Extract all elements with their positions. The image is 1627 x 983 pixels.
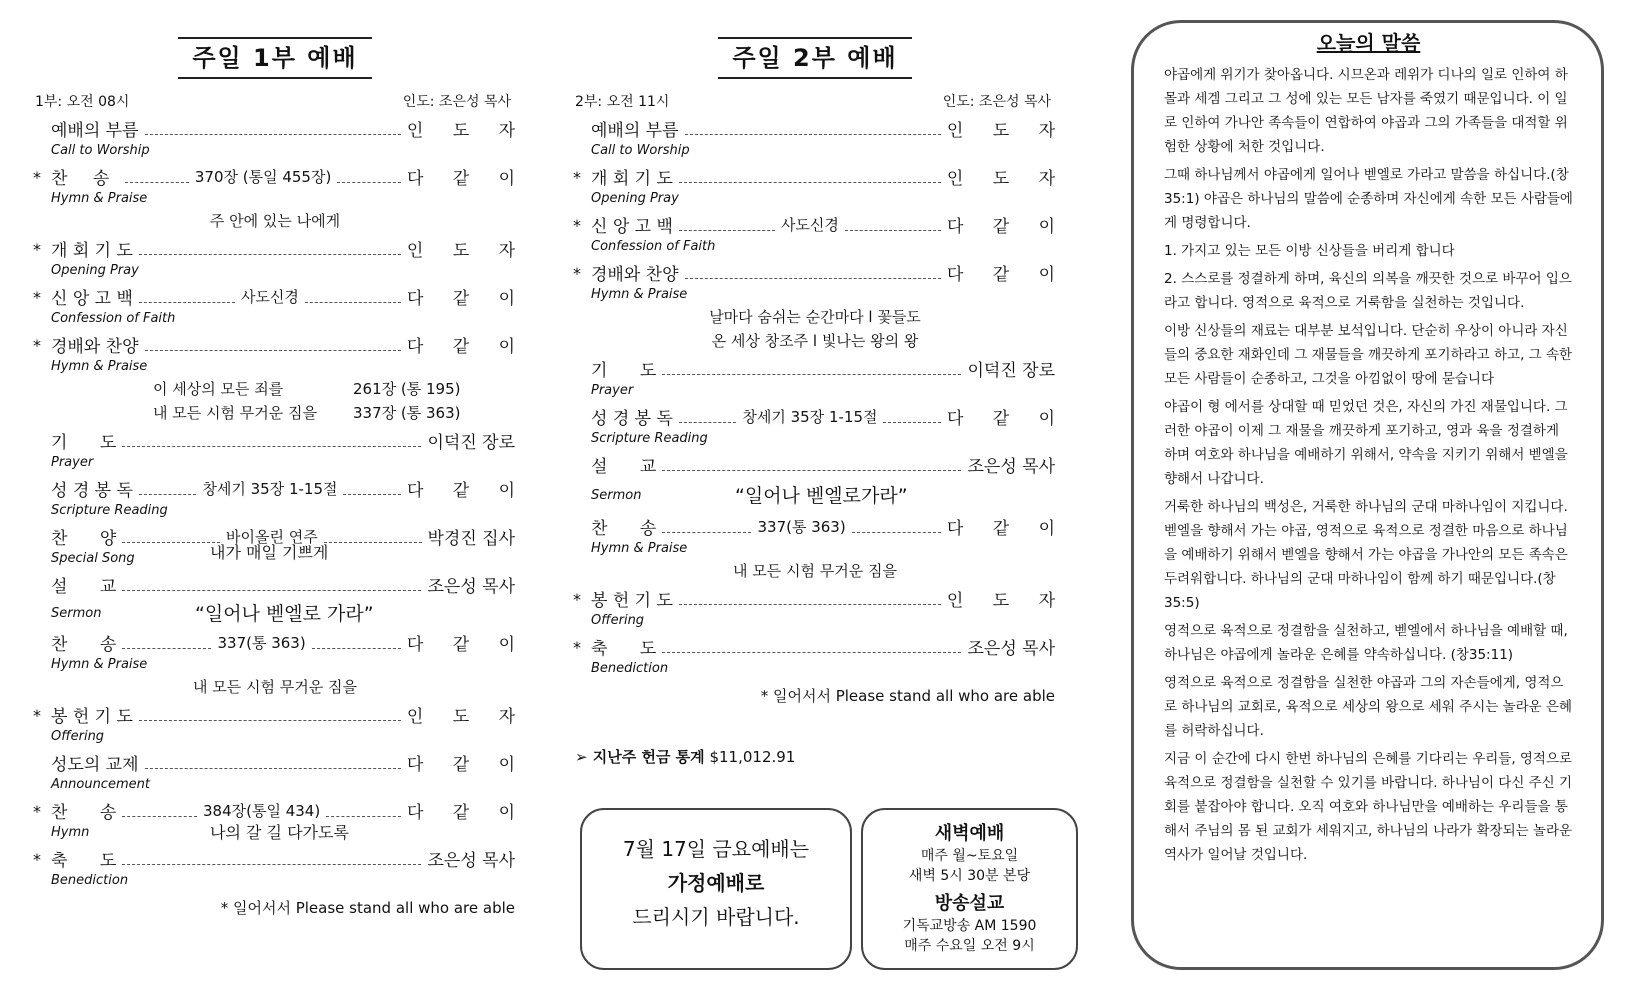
service2-subheader	[575, 91, 1055, 113]
service2-title: 주일 2부 예배	[718, 37, 911, 79]
service1-order: 주일 1부 예배 1부: 오전 08시 인도: 조은성 목사 예배의 부름 인 도 자 Call to Worship * 찬 송 370장 (통일 455장) 다 같 이 Hymn & Praise 주 안에 있는 나에게 * 개 회 기 도 인 도 자 Opening Pray * 신 앙 고 백 사도신경 다 같 이 Confession of Faith * 경배와 찬양 다 같 이 Hymn & Praise 이 세상의 모든 죄를 261장 (통 195) 내 모든 시험 무거운 짐을 337장 (통 363) 기 도 이덕진 장로 Prayer 성 경 봉 독 창세기 35장 1-15절 다 같 이 Scripture Reading 찬 양 바이올린 연주 박경진 집사 Special Song 내가 매일 기쁘게 설 교 조은성 목사 Sermon “일어나 벧엘로 가라” 찬 송 337(통 363) 다 같 이 Hymn & Praise 내 모든 시험 무거운 짐을 * 봉 헌 기 도 인 도 자 Offering 성도의 교제 다 같 이 Announcement * 찬 송 384장(통일 434) 다 같 이 Hymn 나의 갈 길 다가도록 * 축 도 조은성 목사 Benediction * 일어서서 Please stand all who are able	[35, 0, 515, 918]
order-item: 설 교 조은성 목사	[591, 457, 1055, 477]
word-paragraph: 야곱에게 위기가 찾아옵니다. 시므온과 레위가 디나의 일로 인하여 하몰과 세겜 그리고 그 성에 있는 모든 남자를 죽였기 때문입니다. 이 일로 인하여 가나안 족속들이 연합하여 야곱과 그의 가족들을 대적할 위험한 상황에 처한 것입니다.	[1164, 67, 1568, 155]
service2-leader: 인도: 조은성 목사	[942, 94, 1051, 110]
order-item: 성 경 봉 독 창세기 35장 1-15절 다 같 이	[591, 408, 1068, 429]
order-item: 성 경 봉 독 창세기 35장 1-15절 다 같 이	[51, 480, 528, 501]
service2-order: 주일 2부 예배 2부: 오전 11시 인도: 조은성 목사 예배의 부름 인 도 자 Call to Worship * 개 회 기 도 인 도 자 Opening Pray * 신 앙 고 백 사도신경 다 같 이 Confession of Faith * 경배와 찬양 다 같 이 Hymn & Praise 날마다 숨쉬는 순간마다 l 꽃들도 온 세상 창조주 l 빛나는 왕의 왕 기 도 이덕진 장로 Prayer 성 경 봉 독 창세기 35장 1-15절 다 같 이 Scripture Reading 설 교 조은성 목사 Sermon “일어나 벧엘로가라” 찬 송 337(통 363) 다 같 이 Hymn & Praise 내 모든 시험 무거운 짐을 * 봉 헌 기 도 인 도 자 Offering * 축 도 조은성 목사 Benediction * 일어서서 Please stand all who are able ➢ 지난주 헌금 통계 $11,012.91	[575, 0, 1055, 767]
order-item: * 개 회 기 도 인 도 자	[33, 240, 527, 261]
praise-line: 온 세상 창조주 l 빛나는 왕의 왕	[711, 332, 919, 350]
order-item: 예배의 부름 인 도 자	[591, 121, 1067, 141]
hymn-title: 내 모든 시험 무거운 짐을	[733, 562, 897, 580]
order-item: 기 도 이덕진 장로	[591, 361, 1055, 381]
todays-word-title: 오늘의 말씀	[1316, 31, 1421, 55]
order-item: * 신 앙 고 백 사도신경 다 같 이	[33, 288, 528, 309]
service1-leader: 인도: 조은성 목사	[402, 94, 511, 110]
order-item: 예배의 부름 인 도 자	[51, 121, 527, 141]
order-item: * 봉 헌 기 도 인 도 자	[573, 590, 1067, 611]
order-item: * 축 도 조은성 목사	[573, 638, 1055, 659]
service1-time: 1부: 오전 08시	[35, 94, 130, 110]
sermon-title: “일어나 벧엘로가라”	[735, 485, 908, 507]
offering-stats	[575, 746, 1055, 767]
special-song-title: 내가 매일 기쁘게	[210, 543, 329, 562]
sermon-title: “일어나 벧엘로 가라”	[195, 603, 374, 625]
todays-word-panel	[1131, 20, 1604, 970]
service2-time: 2부: 오전 11시	[575, 94, 670, 110]
order-item: 기 도 이덕진 장로	[51, 433, 515, 453]
friday-service-notice: 7월 17일 금요예배는 가정예배로 드리시기 바랍니다.	[580, 808, 852, 970]
offering-label: ➢ 지난주 헌금 통계	[575, 748, 705, 766]
stand-note: * 일어서서 Please stand all who are able	[760, 687, 1055, 705]
stand-note: * 일어서서 Please stand all who are able	[220, 899, 515, 917]
order-item: * 축 도 조은성 목사	[33, 850, 515, 871]
order-item: * 경배와 찬양 다 같 이	[573, 264, 1067, 285]
dawn-service-heading: 새벽예배	[934, 823, 1005, 844]
word-paragraph: 영적으로 육적으로 정결함을 실천한 야곱과 그의 자손들에게, 영적으로 하나님의 교회로, 육적으로 세상의 왕으로 세워 주시는 놀라운 은혜를 허락하십니다.	[1164, 675, 1573, 739]
order-item: * 경배와 찬양 다 같 이	[33, 336, 527, 357]
order-item: 찬 송 337(통 363) 다 같 이	[51, 634, 527, 655]
order-item: * 찬 송 370장 (통일 455장) 다 같 이	[33, 168, 528, 189]
hymn-title: 나의 갈 길 다가도록	[210, 823, 349, 842]
schedule-box: 새벽예배 매주 월~토요일 새벽 5시 30분 본당 방송설교 기독교방송 AM 1590 매주 수요일 오전 9시	[861, 808, 1078, 970]
word-paragraph: 1. 가지고 있는 모든 이방 신상들을 버리게 합니다	[1164, 243, 1455, 259]
song-list: 이 세상의 모든 죄를 261장 (통 195) 내 모든 시험 무거운 짐을 337장 (통 363)	[153, 380, 461, 422]
order-item: 찬 양 바이올린 연주 박경진 집사	[51, 528, 516, 549]
order-item: * 개 회 기 도 인 도 자	[573, 168, 1067, 189]
word-paragraph: 영적으로 육적으로 정결함을 실천하고, 벧엘에서 하나님을 예배할 때, 하나님은 야곱에게 놀라운 은혜를 약속하십니다. (창35:11)	[1164, 623, 1568, 663]
word-paragraph: 야곱이 형 에서를 상대할 때 믿었던 것은, 자신의 가진 재물입니다. 그러한 야곱이 이제 그 재물을 깨끗하게 포기하고, 영과 육을 정결하게 하며 여호와 하나님을 예배하기 위해서, 약속을 지키기 위해서 벧엘을 향해서 나갑니다.	[1164, 399, 1568, 487]
order-item: 성도의 교제 다 같 이	[51, 755, 527, 775]
service1-subheader	[35, 91, 515, 113]
word-paragraph: 그때 하나님께서 야곱에게 일어나 벧엘로 가라고 말씀을 하십니다.(창35:1) 야곱은 하나님의 말씀에 순종하며 자신에게 속한 모든 사람들에게 명령합니다.	[1164, 167, 1573, 231]
service1-title: 주일 1부 예배	[178, 37, 371, 79]
word-paragraph: 2. 스스로를 정결하게 하며, 육신의 의복을 깨끗한 것으로 바꾸어 입으라고 합니다. 영적으로 육적으로 거룩함을 실천하는 것입니다.	[1164, 271, 1572, 311]
offering-amount: $11,012.91	[709, 748, 796, 766]
praise-line: 날마다 숨쉬는 순간마다 l 꽃들도	[709, 308, 921, 326]
order-item: * 신 앙 고 백 사도신경 다 같 이	[573, 216, 1068, 237]
order-item: 찬 송 337(통 363) 다 같 이	[591, 518, 1067, 539]
order-item: * 찬 송 384장(통일 434) 다 같 이	[33, 802, 528, 823]
word-paragraph: 거룩한 하나님의 백성은, 거룩한 하나님의 군대 마하나임이 지킵니다. 벧엘을 향해서 가는 야곱, 영적으로 육적으로 정결한 마음으로 하나님을 예배하기 위해서 벧엘을 향해서 가는 야곱을 가나안의 모든 족속은 두려워합니다. 하나님의 군대 마하나임이 함께 하기 때문입니다.(창35:5)	[1164, 499, 1568, 611]
word-paragraph: 지금 이 순간에 다시 한번 하나님의 은혜를 기다리는 우리들, 영적으로 육적으로 정결함을 실천할 수 있기를 바랍니다. 하나님이 다신 주신 기회를 붙잡아야 합니다. 오직 여호와 하나님만을 예배하는 우리들을 통해서 주님의 몸 된 교회가 세워지고, 하나님의 나라가 확장되는 놀라운 역사가 일어날 것입니다.	[1164, 751, 1573, 863]
order-item: * 봉 헌 기 도 인 도 자	[33, 706, 527, 727]
order-item: 설 교 조은성 목사	[51, 577, 515, 597]
word-paragraph: 이방 신상들의 재료는 대부분 보석입니다. 단순히 우상이 아니라 자신들의 중요한 재화인데 그 재물들을 깨끗하게 포기하라고 하고, 그 속한 모든 사람들이 순종하고, 그것을 아낌없이 땅에 묻습니다	[1164, 323, 1573, 387]
broadcast-heading: 방송설교	[934, 893, 1005, 914]
hymn-title: 내 모든 시험 무거운 짐을	[193, 678, 357, 696]
hymn-title: 주 안에 있는 나에게	[209, 212, 341, 230]
